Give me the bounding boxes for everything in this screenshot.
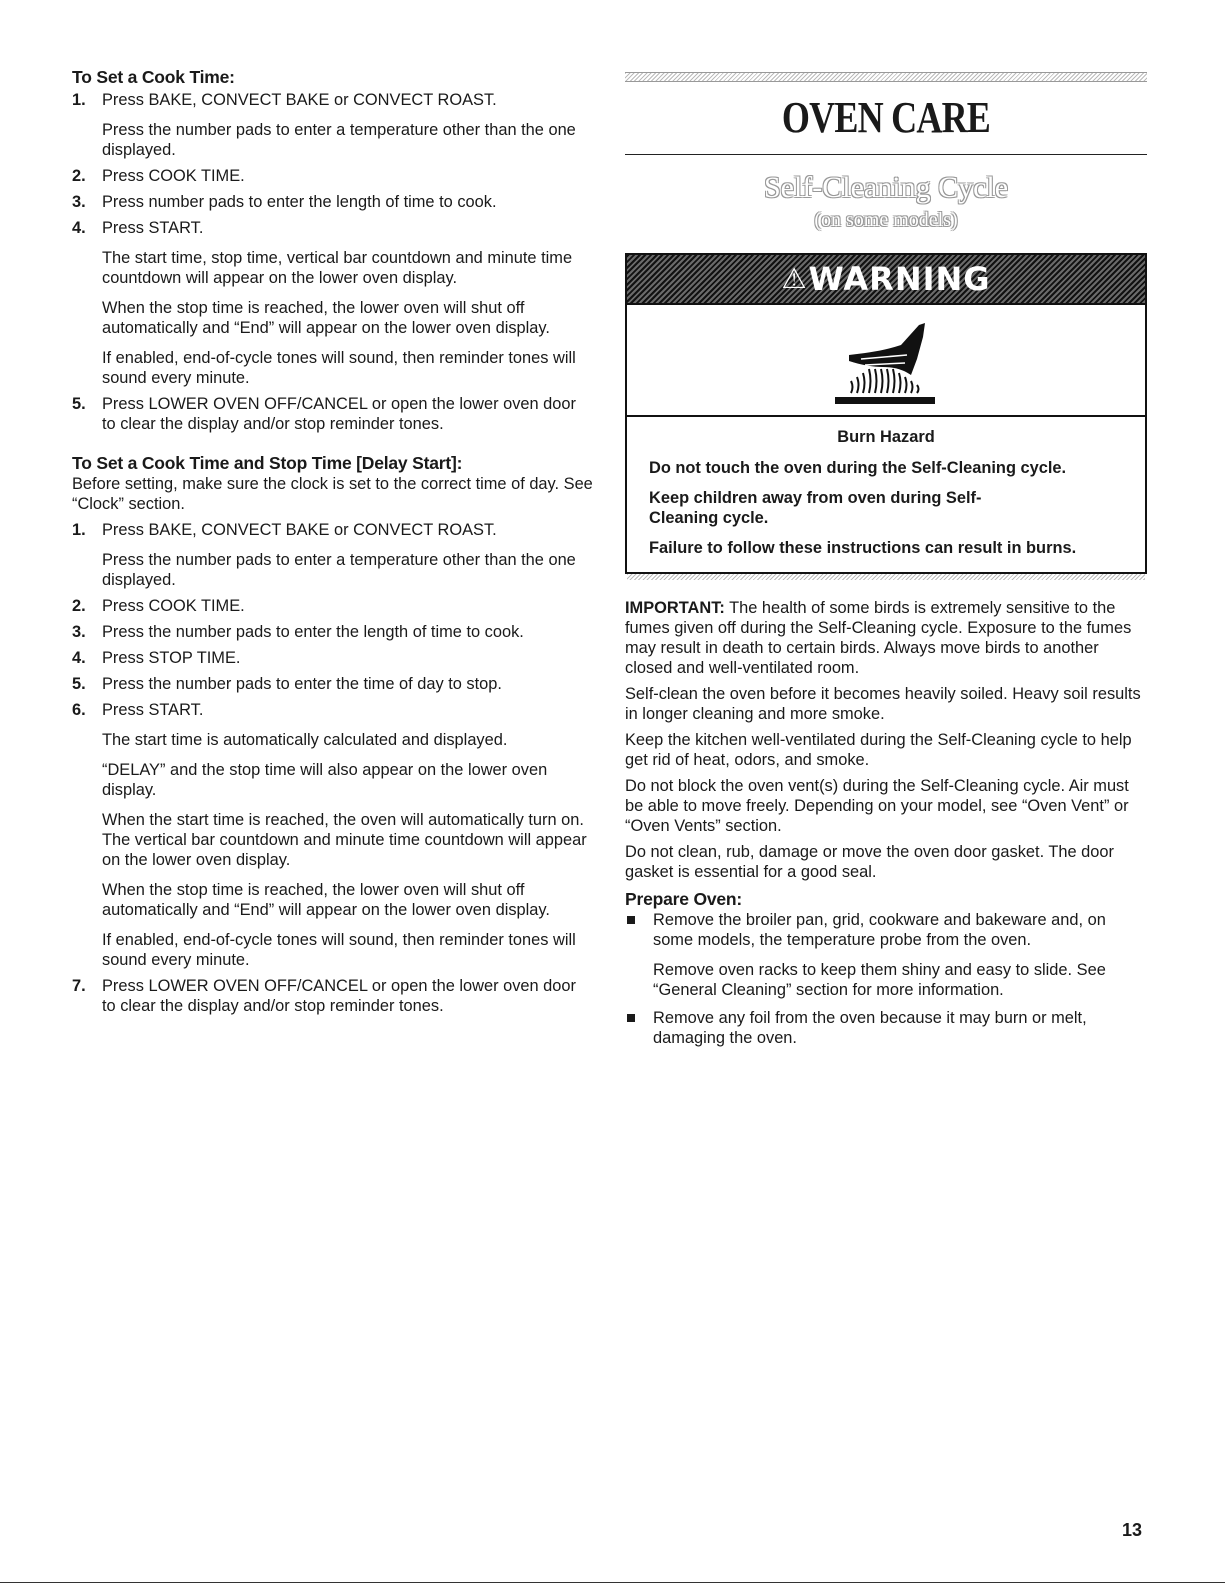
step-number: 4. — [72, 649, 86, 667]
warning-box — [625, 253, 1147, 574]
step-number: 1. — [72, 521, 86, 539]
hazard-title: Burn Hazard — [837, 428, 935, 446]
top-hatched-rule — [625, 72, 1147, 82]
step — [72, 218, 594, 388]
step-text: Press number pads to enter the length of time to cook. — [102, 193, 497, 211]
delay-start-section — [72, 452, 594, 1016]
list-item-text: Remove oven racks to keep them shiny and easy to slide. See “General Cleaning” section for more information. — [653, 961, 1106, 999]
step-text: Press BAKE, CONVECT BAKE or CONVECT ROAST. — [102, 91, 497, 109]
paragraph: Keep the kitchen well-ventilated during the Self-Cleaning cycle to help get rid of heat, odors, and smoke. — [625, 731, 1132, 769]
section-subtitle: (on some models) — [814, 209, 958, 231]
paragraph: Self-clean the oven before it becomes heavily soiled. Heavy soil results in longer cleaning and more smoke. — [625, 685, 1141, 723]
step-text: The start time is automatically calculated and displayed. — [102, 731, 508, 749]
step — [72, 394, 594, 434]
paragraph: Do not block the oven vent(s) during the Self-Cleaning cycle. Air must be able to move freely. Depending on your model, see “Oven Vent” or “Oven Vents” section. — [625, 777, 1129, 835]
step — [72, 520, 594, 590]
warning-line: Failure to follow these instructions can result in burns. — [649, 539, 1077, 557]
list-item — [625, 910, 1147, 1000]
step — [72, 674, 594, 694]
left-column — [72, 66, 594, 1022]
step — [72, 976, 594, 1016]
step-text: Press START. — [102, 701, 204, 719]
step-text: The start time, stop time, vertical bar countdown and minute time countdown will appear on the lower oven display. — [102, 249, 573, 287]
bottom-rule — [0, 1582, 1225, 1583]
warning-banner — [627, 255, 1145, 305]
step-text: Press the number pads to enter a temperature other than the one displayed. — [102, 121, 576, 159]
delay-start-steps — [72, 520, 594, 1016]
step-number: 2. — [72, 167, 86, 185]
step — [72, 622, 594, 642]
important-text: The health of some birds is extremely sensitive to the fumes given off during the Self-Cleaning cycle. Exposure to the fumes may result in death to certain birds. Always move birds to another closed and well-ventilated room. — [625, 599, 1132, 677]
step-text: When the start time is reached, the oven will automatically turn on. The vertical bar countdown and minute time countdown will appear on the lower oven display. — [102, 811, 587, 869]
warning-body — [627, 417, 1145, 572]
bullet-square-icon — [627, 916, 635, 924]
step — [72, 166, 594, 186]
step-number: 3. — [72, 193, 86, 211]
step-text: Press COOK TIME. — [102, 597, 245, 615]
list-item — [625, 1008, 1147, 1048]
section-intro: Before setting, make sure the clock is set to the correct time of day. See “Clock” section. — [72, 475, 593, 513]
step-text: When the stop time is reached, the lower oven will shut off automatically and “End” will appear on the lower oven display. — [102, 881, 550, 919]
section-heading-prepare-oven: Prepare Oven: — [625, 889, 743, 909]
important-label: IMPORTANT: — [625, 599, 725, 617]
cook-time-steps — [72, 90, 594, 434]
step-text: Press COOK TIME. — [102, 167, 245, 185]
warning-line: Keep children away from oven during Self-Cleaning cycle. — [649, 489, 982, 527]
step-text: Press STOP TIME. — [102, 649, 241, 667]
section-heading-cook-time: To Set a Cook Time: — [72, 67, 235, 87]
page-number: 13 — [1121, 1520, 1142, 1540]
list-item-text: Remove the broiler pan, grid, cookware and bakeware and, on some models, the temperature probe from the oven. — [653, 911, 1106, 949]
step-number: 3. — [72, 623, 86, 641]
section-heading-delay-start: To Set a Cook Time and Stop Time [Delay Start]: — [72, 453, 463, 473]
right-column — [625, 66, 1147, 1056]
warning-label: WARNING — [808, 260, 991, 298]
step-text: Press LOWER OVEN OFF/CANCEL or open the lower oven door to clear the display and/or stop reminder tones. — [102, 977, 576, 1015]
step-text: “DELAY” and the stop time will also appear on the lower oven display. — [102, 761, 548, 799]
section-title: Self-Cleaning Cycle — [763, 171, 1009, 204]
step-text: Press LOWER OVEN OFF/CANCEL or open the lower oven door to clear the display and/or stop reminder tones. — [102, 395, 576, 433]
step-text: Press the number pads to enter a temperature other than the one displayed. — [102, 551, 576, 589]
step-text: If enabled, end-of-cycle tones will sound, then reminder tones will sound every minute. — [102, 349, 576, 387]
oven-care-text — [625, 598, 1147, 1048]
warning-triangle-icon: ⚠ — [781, 263, 807, 294]
title-divider — [625, 154, 1147, 155]
paragraph: Do not clean, rub, damage or move the oven door gasket. The door gasket is essential for a good seal. — [625, 843, 1114, 881]
step-text: When the stop time is reached, the lower oven will shut off automatically and “End” will appear on the lower oven display. — [102, 299, 550, 337]
hot-surface-hand-icon — [627, 305, 1145, 417]
step — [72, 90, 594, 160]
important-paragraph — [625, 598, 1147, 678]
step-text: Press START. — [102, 219, 204, 237]
warning-line: Do not touch the oven during the Self-Cleaning cycle. — [649, 459, 1067, 477]
step-number: 5. — [72, 395, 86, 413]
step-text: Press the number pads to enter the length of time to cook. — [102, 623, 524, 641]
step-number: 1. — [72, 91, 86, 109]
step-number: 2. — [72, 597, 86, 615]
page-title: OVEN CARE — [781, 93, 991, 142]
step-number: 7. — [72, 977, 86, 995]
step — [72, 192, 594, 212]
step-text: Press the number pads to enter the time of day to stop. — [102, 675, 502, 693]
step — [72, 700, 594, 970]
bullet-square-icon — [627, 1014, 635, 1022]
list-item-text: Remove any foil from the oven because it may burn or melt, damaging the oven. — [653, 1009, 1087, 1047]
step — [72, 596, 594, 616]
step-text: If enabled, end-of-cycle tones will sound, then reminder tones will sound every minute. — [102, 931, 576, 969]
step-number: 5. — [72, 675, 86, 693]
step — [72, 648, 594, 668]
step-number: 6. — [72, 701, 86, 719]
step-number: 4. — [72, 219, 86, 237]
step-text: Press BAKE, CONVECT BAKE or CONVECT ROAST. — [102, 521, 497, 539]
